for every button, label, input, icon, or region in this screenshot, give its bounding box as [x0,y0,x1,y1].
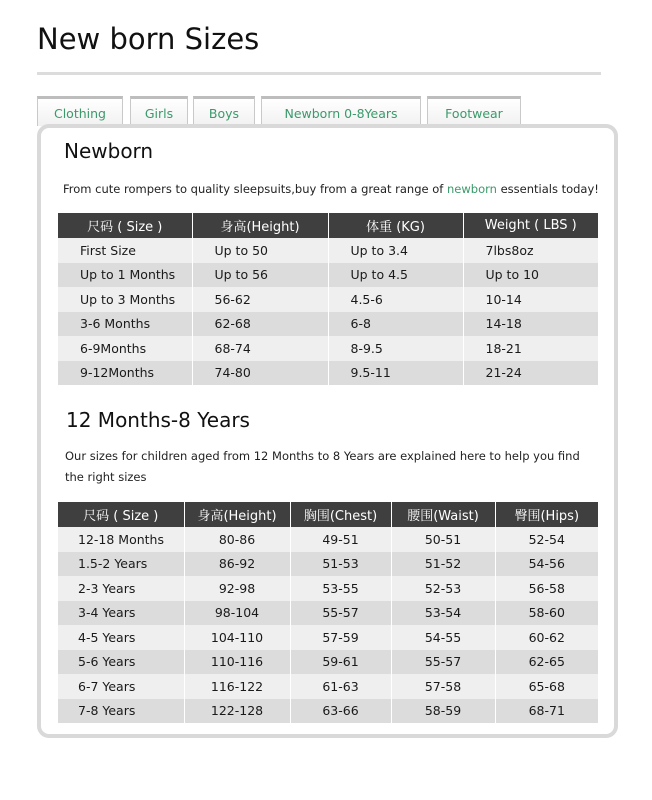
tab-clothing[interactable]: Clothing [37,96,123,126]
table-row [58,361,598,386]
tab-newborn-0-8years[interactable]: Newborn 0-8Years [261,96,421,126]
tab-footwear[interactable]: Footwear [427,96,521,126]
header-height: 身高(Height) [192,213,328,238]
table-cell: 3-4 Years [58,601,184,626]
table-row [58,674,598,699]
kids-size-table [58,502,598,723]
table-cell: 61-63 [290,674,391,699]
newborn-desc-text-end: essentials today! [496,182,599,196]
table-cell: 59-61 [290,650,391,675]
table-cell: 4.5-6 [328,287,463,312]
table-cell: 74-80 [192,361,328,386]
newborn-table-body [58,238,598,385]
table-row [58,336,598,361]
table-cell: 9.5-11 [328,361,463,386]
table-cell: Up to 4.5 [328,263,463,288]
table-cell: 12-18 Months [58,527,184,552]
table-cell: 50-51 [391,527,495,552]
table-cell: 55-57 [391,650,495,675]
table-row [58,527,598,552]
table-cell: 56-58 [495,576,598,601]
table-row [58,552,598,577]
table-cell: 53-54 [391,601,495,626]
table-cell: First Size [58,238,192,263]
table-cell: Up to 50 [192,238,328,263]
table-row [58,263,598,288]
table-cell: 92-98 [184,576,290,601]
newborn-section-title: Newborn [64,139,154,163]
table-cell: 3-6 Months [58,312,192,337]
table-cell: 68-74 [192,336,328,361]
table-cell: 56-62 [192,287,328,312]
table-cell: 104-110 [184,625,290,650]
table-cell: 55-57 [290,601,391,626]
table-row [58,287,598,312]
kids-section-description: Our sizes for children aged from 12 Months to 8 Years are explained here to help you find the right sizes [65,449,580,484]
header-hips: 臀围(Hips) [495,502,598,527]
table-cell: 6-8 [328,312,463,337]
table-row [58,238,598,263]
table-cell: 57-58 [391,674,495,699]
table-cell: 80-86 [184,527,290,552]
table-cell: 98-104 [184,601,290,626]
table-cell: 10-14 [463,287,598,312]
table-cell: 54-56 [495,552,598,577]
header-size: 尺码 ( Size ) [58,502,184,527]
table-cell: 122-128 [184,699,290,724]
header-weight-lbs: Weight ( LBS ) [463,213,598,238]
table-cell: 58-60 [495,601,598,626]
table-cell: 54-55 [391,625,495,650]
header-weight-kg: 体重 (KG) [328,213,463,238]
table-row [58,650,598,675]
table-cell: 2-3 Years [58,576,184,601]
table-cell: 53-55 [290,576,391,601]
kids-section-title: 12 Months-8 Years [66,408,250,432]
kids-table-body [58,527,598,723]
table-cell: 1.5-2 Years [58,552,184,577]
table-header-row [58,502,598,527]
table-cell: 49-51 [290,527,391,552]
table-cell: 5-6 Years [58,650,184,675]
table-row [58,601,598,626]
table-cell: 86-92 [184,552,290,577]
table-cell: 62-65 [495,650,598,675]
table-cell: 21-24 [463,361,598,386]
table-cell: 68-71 [495,699,598,724]
table-cell: 4-5 Years [58,625,184,650]
table-cell: 6-9Months [58,336,192,361]
table-cell: 62-68 [192,312,328,337]
table-cell: 7-8 Years [58,699,184,724]
table-cell: 8-9.5 [328,336,463,361]
table-cell: 51-52 [391,552,495,577]
table-cell: 51-53 [290,552,391,577]
page-title: New born Sizes [37,22,260,56]
table-cell: Up to 56 [192,263,328,288]
table-row [58,312,598,337]
table-row [58,576,598,601]
table-cell: 7lbs8oz [463,238,598,263]
tab-girls[interactable]: Girls [130,96,188,126]
table-cell: 58-59 [391,699,495,724]
newborn-desc-text-start: From cute rompers to quality sleepsuits,buy from a great range of [63,182,447,196]
table-cell: 65-68 [495,674,598,699]
header-chest: 胸围(Chest) [290,502,391,527]
newborn-section-description [63,179,603,200]
size-chart-panel [37,124,618,738]
table-cell: 57-59 [290,625,391,650]
header-height: 身高(Height) [184,502,290,527]
table-cell: 52-53 [391,576,495,601]
table-cell: Up to 10 [463,263,598,288]
newborn-link[interactable]: newborn [447,182,497,196]
table-cell: 18-21 [463,336,598,361]
newborn-size-table [58,213,598,385]
table-cell: Up to 1 Months [58,263,192,288]
table-cell: Up to 3.4 [328,238,463,263]
table-cell: 60-62 [495,625,598,650]
table-row [58,625,598,650]
title-divider [37,72,601,75]
header-waist: 腰围(Waist) [391,502,495,527]
table-cell: Up to 3 Months [58,287,192,312]
table-cell: 116-122 [184,674,290,699]
table-header-row [58,213,598,238]
header-size: 尺码 ( Size ) [58,213,192,238]
table-cell: 52-54 [495,527,598,552]
tab-boys[interactable]: Boys [193,96,255,126]
table-cell: 9-12Months [58,361,192,386]
table-cell: 6-7 Years [58,674,184,699]
table-cell: 110-116 [184,650,290,675]
table-row [58,699,598,724]
table-cell: 63-66 [290,699,391,724]
table-cell: 14-18 [463,312,598,337]
